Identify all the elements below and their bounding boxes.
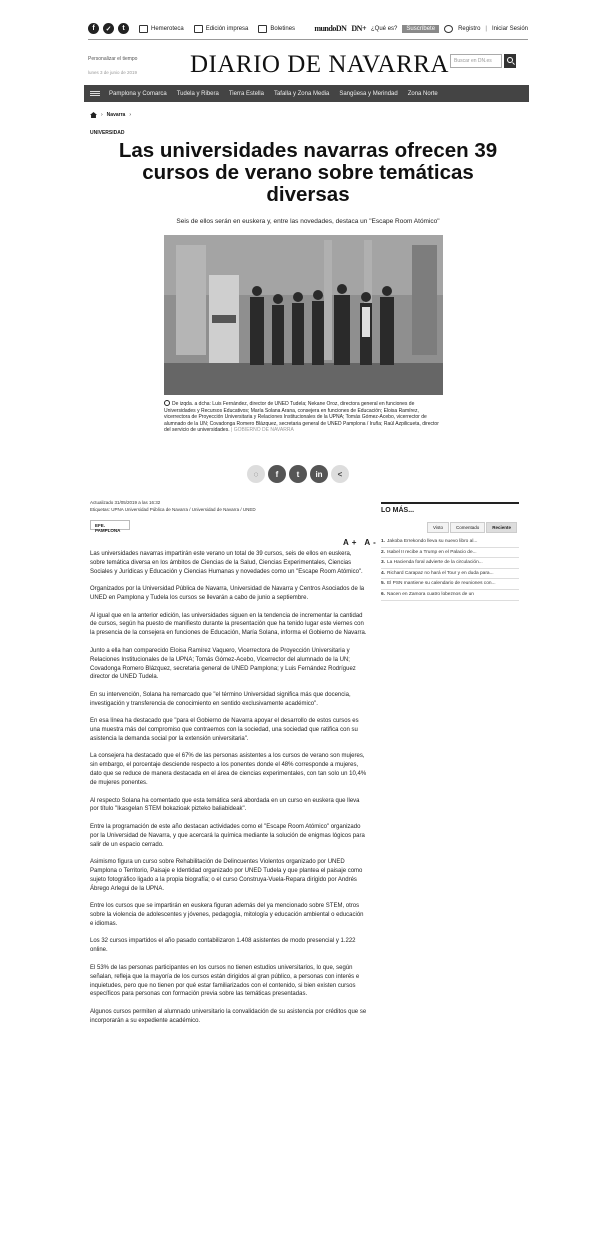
boletines-link[interactable] bbox=[258, 25, 295, 33]
article-paragraph: Organizados por la Universidad Pública de Navarra, Universidad de Navarra y Centros Asociados de la UNED en Pamplona y Tudela los cursos se llevarán a cabo de junio a septiembre. bbox=[90, 586, 365, 602]
article-paragraph: En su intervención, Solana ha remarcado que "el término Universidad significa más que docencia, investigación y transferencia de conocimiento en sentido exclusivamente académico". bbox=[90, 691, 351, 707]
breadcrumb bbox=[90, 112, 131, 118]
lo-mas-widget bbox=[381, 502, 519, 597]
article-paragraph: Al respecto Solana ha comentado que esta temática será abordada en un curso en euskera que lleva por título "Ikasgelan STEM bokazioak pizteko baliabideak". bbox=[90, 797, 360, 813]
agency-badge: EFE. PAMPLONA bbox=[90, 520, 130, 530]
mundodn-link[interactable]: mundoDN bbox=[314, 24, 347, 33]
nav-item-tafalla[interactable]: Tafalla y Zona Media bbox=[273, 90, 330, 97]
list-item-title: Nacen en Zamora cuatro lobeznos de un bbox=[387, 591, 474, 597]
facebook-icon[interactable]: f bbox=[88, 23, 99, 34]
nav-item-estella[interactable]: Tierra Estella bbox=[228, 90, 264, 97]
list-item[interactable] bbox=[381, 548, 519, 559]
list-item-title: La Hacienda foral advierte de la circulación... bbox=[387, 560, 483, 566]
register-link[interactable]: Registro bbox=[458, 25, 481, 32]
nav-item-sanguesa[interactable]: Sangüesa y Merindad bbox=[339, 90, 398, 97]
tab-visto[interactable]: Visto bbox=[427, 522, 449, 533]
hemeroteca-link[interactable] bbox=[139, 25, 184, 33]
share-buttons bbox=[247, 465, 349, 483]
search-icon[interactable] bbox=[504, 54, 516, 68]
list-item-number: 6. bbox=[381, 591, 386, 597]
list-item-title: Isabel II recibe a Trump en el Palacio de... bbox=[387, 549, 477, 555]
list-item-number: 2. bbox=[381, 549, 386, 555]
list-item-title: El PSN mantiene su calendario de reuniones con... bbox=[387, 581, 496, 587]
article-paragraph: El 53% de las personas participantes en los cursos no tienen estudios universitarios, lo que, según señalan, refleja que la mayoría de los cursos están dirigidos al gran público, a personas con interés e inquietudes, pero que no tienen por qué estar familiarizados con el contenido, si bien existen cursos específicos para personas con formación previa sobre las temáticas presentadas. bbox=[90, 964, 360, 998]
site-logo[interactable]: DIARIO DE NAVARRA bbox=[190, 51, 449, 78]
caption-text: De izqda. a dcha: Luis Fernández, director de UNED Tudela; Nekane Oroz, directora general en funciones de Universidades y Recursos Educativos; María Solana Arana, consejera en funciones de Educación; Eloisa Ramírez, vicerrectora de Proyección Universitaria y Relaciones Institucionales de la UPNA; Tomás Gómez-Acebo, vicerrector de alumnado de la UN; Covadonga Romero Blázquez, secretaria general de UNED Pamplona / Iruña; Raúl Azpilicueta, director del servicio de universidades. bbox=[164, 401, 439, 434]
photo-caption bbox=[164, 400, 446, 434]
list-item-number: 1. bbox=[381, 539, 386, 544]
twitter-icon[interactable]: t bbox=[118, 23, 129, 34]
edicion-impresa-link[interactable] bbox=[194, 25, 249, 33]
list-item-number: 5. bbox=[381, 581, 386, 587]
social-links bbox=[88, 23, 129, 34]
font-size-control[interactable]: A+ A- bbox=[343, 538, 379, 547]
breadcrumb-item-navarra[interactable]: Navarra bbox=[106, 112, 126, 118]
article-paragraph: La consejera ha destacado que el 67% de las personas asistentes a los cursos de verano son mujeres, sin embargo, el porcentaje desciende respecto a los ponentes donde el 48% corresponde a mujeres, dato que se reduce de manera destacada en el área de ciencias experimentales, con tan solo un 10,4% de mujeres ponentes. bbox=[90, 753, 367, 787]
subscribe-button[interactable]: Suscríbete bbox=[402, 25, 439, 33]
list-item-title: Richard Carapaz no hará el Tour y en duda para... bbox=[387, 570, 494, 576]
article-paragraph: Al igual que en la anterior edición, las universidades siguen en la tendencia de incrementar la cantidad de cursos, según ha puesto de manifiesto durante la presentación que ha tenido lugar este viernes con la presencia de la consejera en funciones de Educación, María Solana, informa el Gobierno de Navarra. bbox=[90, 612, 367, 637]
list-item[interactable] bbox=[381, 558, 519, 569]
list-item-number: 3. bbox=[381, 560, 386, 566]
masthead bbox=[88, 46, 528, 82]
user-icon bbox=[444, 25, 453, 33]
divider: | bbox=[485, 25, 487, 32]
twitter-share-icon[interactable]: t bbox=[289, 465, 307, 483]
comment-icon[interactable]: ◌ bbox=[247, 465, 265, 483]
breadcrumb-separator: › bbox=[129, 112, 131, 118]
list-item-title: Jakoba Errekondo lleva su nuevo libro al... bbox=[387, 539, 478, 544]
search-input[interactable]: Buscar en DN.es bbox=[450, 54, 502, 68]
dn-plus-logo[interactable]: DN+ bbox=[351, 24, 367, 33]
article-title: Las universidades navarras ofrecen 39 cursos de verano sobre temáticas diversas bbox=[118, 139, 498, 206]
main-nav bbox=[84, 85, 529, 102]
article-paragraph: Asimismo figura un curso sobre Rehabilitación de Delincuentes Violentos organizado por UNED Pamplona o Territorio, Paisaje e Identidad organizado por UNED Tudela y que plantea el paisaje como sujeto fotográfico ligado a la propia biografía; o el curso Construya-Vuela-Repara dirigido por Andrés Ábrego Arlegui de la UPNA. bbox=[90, 859, 363, 892]
hemeroteca-label: Hemeroteca bbox=[151, 25, 184, 32]
list-item[interactable] bbox=[381, 590, 519, 601]
archive-icon bbox=[139, 25, 148, 33]
lo-mas-title: LO MÁS... bbox=[381, 507, 415, 514]
article-paragraph: En esa línea ha destacado que "para el Gobierno de Navarra apoyar el desarrollo de estos cursos es una muestra más del compromiso que contraemos con la sociedad, una sociedad que ratifica con su asistencia la demanda social por la extensión universitaria". bbox=[90, 718, 359, 742]
article-paragraph: Junto a ella han comparecido Eloisa Ramírez Vaquero, Vicerrectora de Proyección Universitaria y Relaciones Institucionales de la UPNA; Tomás Gómez-Acebo, Vicerrector del alumnado de la UN; Covadonga Romero Blázquez, secretaria general de UNED Pamplona; y Luis Fernández Rodríguez director de UNED Tudela. bbox=[90, 647, 356, 681]
login-link[interactable]: Iniciar Sesión bbox=[491, 25, 528, 32]
nav-item-zona-norte[interactable]: Zona Norte bbox=[407, 90, 438, 97]
nav-item-tudela[interactable]: Tudela y Ribera bbox=[176, 90, 219, 97]
mail-icon bbox=[258, 25, 267, 33]
article-paragraph: Entre los cursos que se impartirán en euskera figuran además del ya mencionado sobre STEM, otros sobre la violencia de adolescentes y jóvenes, pedagogía, mitología y educación ambiental o educación e idiomas. bbox=[90, 903, 364, 927]
facebook-share-icon[interactable]: f bbox=[268, 465, 286, 483]
list-item[interactable] bbox=[381, 579, 519, 590]
que-es-link[interactable]: ¿Qué es? bbox=[371, 25, 398, 32]
section-label[interactable]: UNIVERSIDAD bbox=[90, 130, 125, 136]
whatsapp-icon[interactable]: ✓ bbox=[103, 23, 114, 34]
home-icon[interactable] bbox=[90, 112, 97, 118]
menu-icon[interactable] bbox=[90, 91, 100, 96]
article-subtitle: Seis de ellos serán en euskera y, entre las novedades, destaca un "Escape Room Atómico" bbox=[176, 218, 440, 225]
article-paragraph: Entre la programación de este año destacan actividades como el "Escape Room Atómico" organizado por la Universidad de Navarra, y que acercará la química mediante la solución de enigmas lógicos para salir de un espacio cerrado. bbox=[90, 823, 365, 848]
list-item-number: 4. bbox=[381, 570, 386, 576]
top-right-links bbox=[314, 24, 528, 33]
list-item[interactable] bbox=[381, 569, 519, 580]
share-icon[interactable]: < bbox=[331, 465, 349, 483]
current-date: lunes 3 de junio de 2019 bbox=[88, 70, 138, 75]
article-tags[interactable]: Etiquetas: UPNA Universidad Pública de Navarra / Universidad de Navarra / UNED bbox=[90, 507, 256, 512]
article-paragraph: Las universidades navarras impartirán este verano un total de 39 cursos, seis de ellos en euskera, sobre temática diversa en los ámbitos de Ciencias de la Salud, Ciencias Experimentales, Ciencias Sociales y Jurídicas y Educación y Ciencias Humanas y novedades como un "Escape Room Atómico". bbox=[90, 551, 363, 575]
photo-credit: | GOBIERNO DE NAVARRA bbox=[230, 427, 294, 434]
article-body bbox=[90, 550, 368, 1034]
article-photo bbox=[164, 235, 443, 395]
lo-mas-list bbox=[381, 537, 519, 601]
article-paragraph: Algunos cursos permiten al alumnado universitario la convalidación de su asistencia por créditos que se incorporarán a su expediente académico. bbox=[90, 1008, 367, 1024]
newspaper-icon bbox=[194, 25, 203, 33]
article-paragraph: Los 32 cursos impartidos el año pasado contabilizaron 1.408 asistentes de modo presencial y 1.222 online. bbox=[90, 938, 356, 954]
linkedin-share-icon[interactable]: in bbox=[310, 465, 328, 483]
breadcrumb-separator: › bbox=[101, 112, 103, 118]
updated-timestamp: Actualizado 31/05/2019 a las 16:32 bbox=[90, 500, 161, 505]
boletines-label: Boletines bbox=[270, 25, 296, 32]
top-bar bbox=[88, 18, 528, 40]
lo-mas-tabs bbox=[427, 522, 517, 533]
nav-item-pamplona[interactable]: Pamplona y Comarca bbox=[109, 90, 167, 97]
tab-reciente[interactable]: Reciente bbox=[486, 522, 517, 533]
tab-comentado[interactable]: Comentado bbox=[450, 522, 485, 533]
edicion-impresa-label: Edición impresa bbox=[205, 25, 249, 32]
personalize-weather-link[interactable]: Personalizar el tiempo bbox=[88, 56, 138, 62]
list-item[interactable] bbox=[381, 537, 519, 548]
camera-icon bbox=[164, 400, 170, 406]
